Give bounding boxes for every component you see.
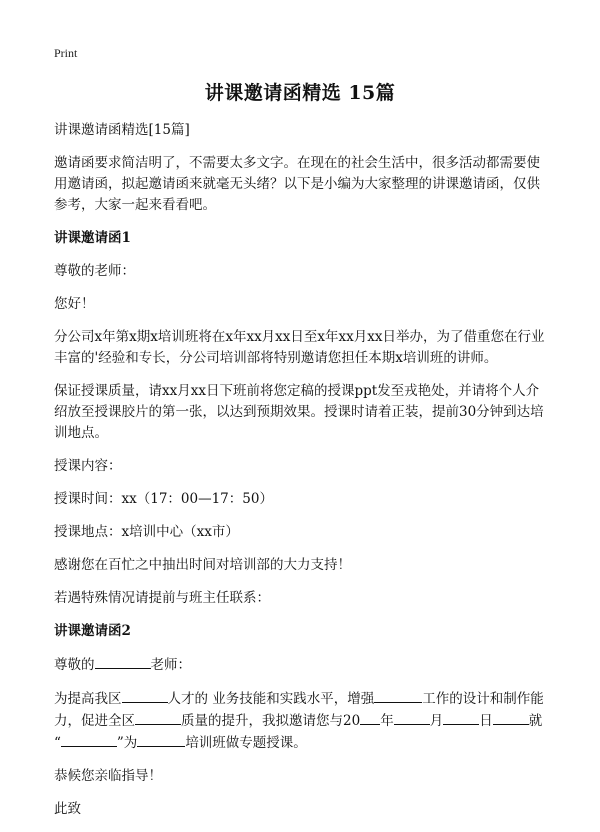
text-segment: ”为 [116, 735, 138, 751]
blank-field [137, 732, 185, 747]
text-segment: 就 [528, 713, 543, 729]
letter2-sign: 此致 [54, 801, 81, 817]
text-segment: “ [54, 735, 61, 751]
letter1-place: 授课地点：x培训中心（xx市） [54, 524, 239, 540]
letter1-paragraph-1: 分公司x年第x期x培训班将在x年xx月xx日至x年xx月xx日举办，为了借重您在行业丰富的'经验和专长，分公司培训部将特别邀请您担任本期x培训班的讲师。 [54, 329, 545, 366]
blank-field [122, 688, 168, 703]
subtitle: 讲课邀请函精选[15篇] [54, 122, 190, 138]
text-segment: 年 [380, 713, 394, 729]
print-label: Print [54, 46, 78, 60]
letter2-paragraph [54, 688, 550, 754]
letter2-salutation [54, 654, 550, 676]
text-segment: 培训班做专题授课。 [185, 735, 307, 751]
blank-field [443, 710, 479, 725]
letter2-closing: 恭候您亲临指导！ [54, 768, 162, 784]
text-segment: 人才的 业务技能和实践水平，增强 [167, 691, 375, 707]
letter2-heading: 讲课邀请函2 [54, 623, 131, 639]
letter1-paragraph-2: 保证授课质量，请xx月xx日下班前将您定稿的授课ppt发至戎艳处，并请将个人介绍放至授课胶片的第一张，以达到预期效果。授课时请着正装，提前30分钟到达培训地点。 [54, 383, 544, 441]
letter1-thanks: 感谢您在百忙之中抽出时间对培训部的大力支持！ [54, 557, 351, 573]
name-blank [95, 654, 151, 669]
blank-field [135, 710, 181, 725]
letter1-salutation: 尊敬的老师： [54, 263, 135, 279]
document-body [54, 120, 550, 832]
text-segment: 月 [429, 713, 444, 729]
blank-field [360, 710, 380, 725]
letter1-greeting: 您好！ [54, 296, 95, 312]
blank-field [394, 710, 430, 725]
blank-field [374, 688, 422, 703]
text-segment: 质量的提升，我拟邀请您与20 [181, 713, 361, 729]
intro-paragraph: 邀请函要求简洁明了，不需要太多文字。在现在的社会生活中，很多活动都需要使用邀请函，拟起邀请函来就毫无头绪？以下是小编为大家整理的讲课邀请函，仅供参考，大家一起来看看吧。 [54, 155, 540, 213]
blank-field [493, 710, 529, 725]
blank-field [61, 732, 117, 747]
letter1-contact: 若遇特殊情况请提前与班主任联系： [54, 590, 270, 606]
letter1-heading: 讲课邀请函1 [54, 230, 131, 246]
text-segment: 工作的设计和制作能力，促进全区 [54, 691, 544, 729]
text-segment: 为提高我区 [54, 691, 122, 707]
salutation-suffix: 老师： [150, 657, 191, 673]
page-title: 讲课邀请函精选 15篇 [204, 82, 396, 104]
letter1-time: 授课时间：xx（17：00—17：50） [54, 491, 273, 507]
text-segment: 日 [479, 713, 493, 729]
salutation-prefix: 尊敬的 [54, 657, 95, 673]
letter1-content-label: 授课内容： [54, 458, 122, 474]
